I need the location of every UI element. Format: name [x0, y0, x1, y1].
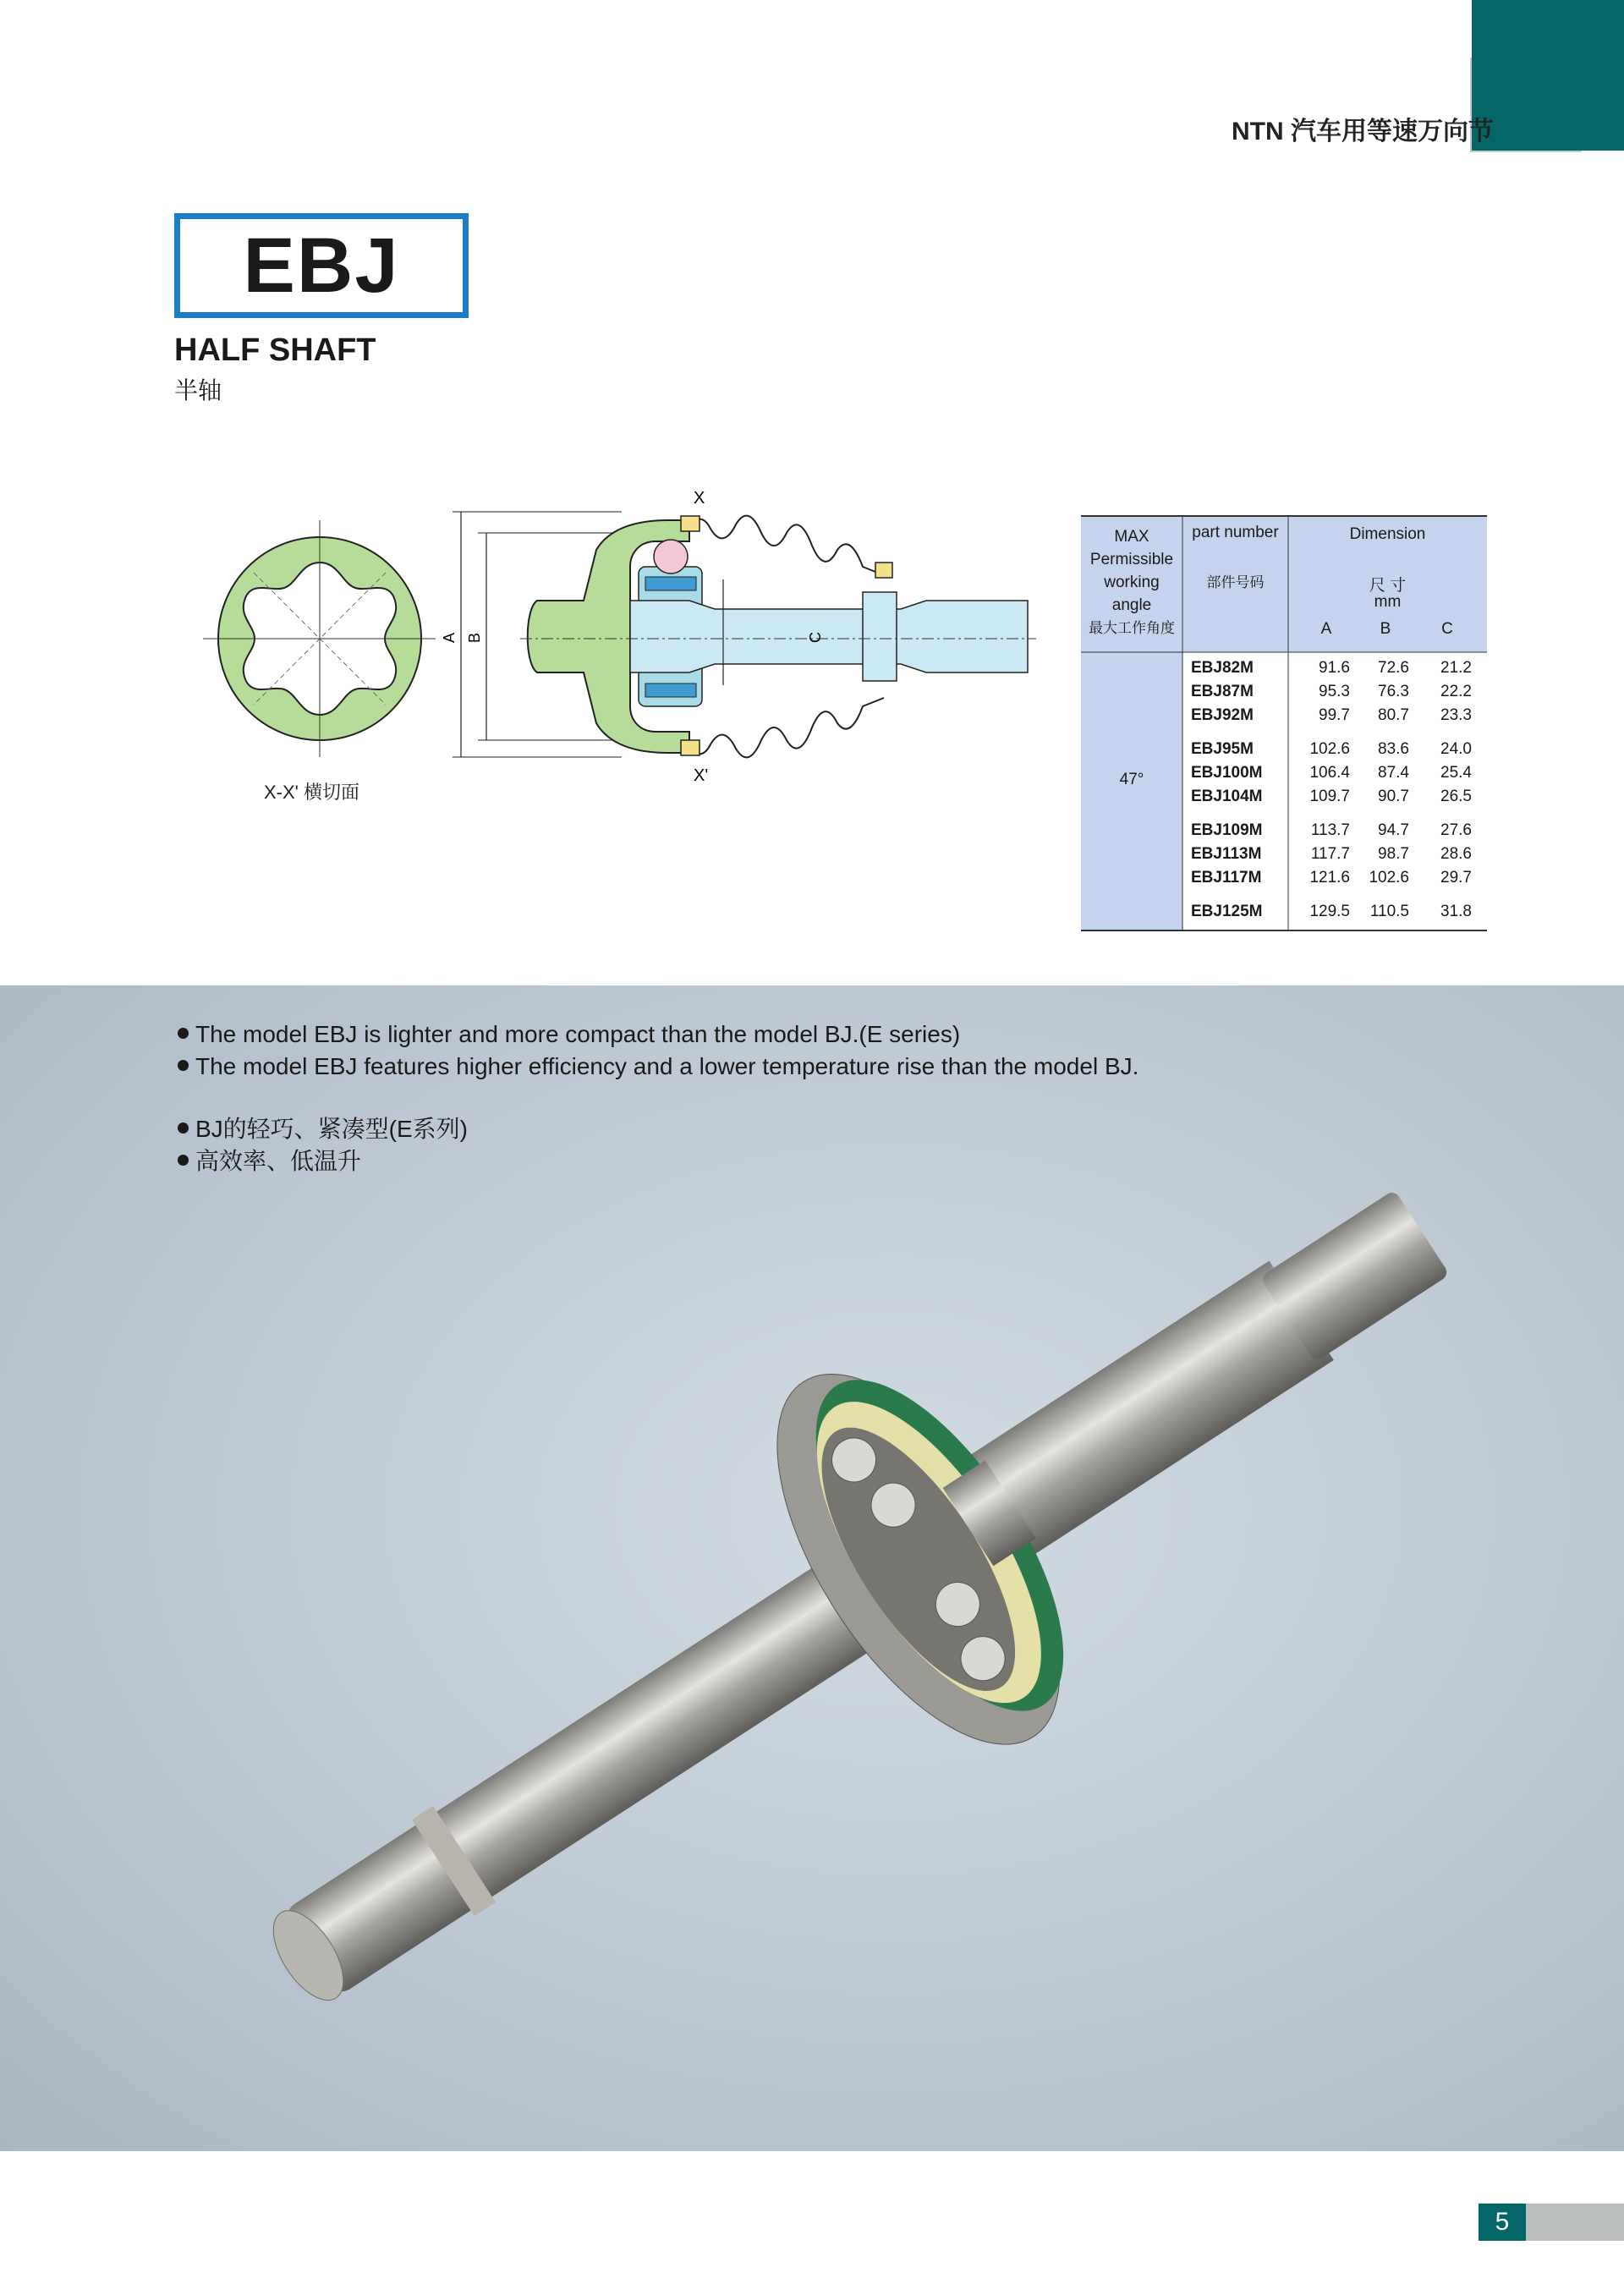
part-number-cell: EBJ117M [1191, 869, 1262, 886]
dim-c-cell: 22.2 [1440, 683, 1472, 700]
part-number-cell: EBJ109M [1191, 821, 1263, 839]
feature-text: BJ的轻巧、紧凑型(E系列) [195, 1116, 469, 1142]
dim-b-cell: 98.7 [1378, 845, 1409, 863]
part-number-cell: EBJ100M [1191, 764, 1263, 782]
dim-c-cell: 26.5 [1440, 788, 1472, 805]
part-number-cell: EBJ95M [1191, 740, 1254, 758]
bullet-icon [178, 1155, 189, 1166]
dim-c-cell: 25.4 [1440, 764, 1472, 782]
feature-item [178, 1021, 960, 1048]
dim-a-cell: 113.7 [1310, 821, 1350, 839]
part-number-header: part number [1192, 524, 1279, 541]
dim-b-cell: 80.7 [1378, 706, 1409, 724]
part-number-cell: EBJ113M [1191, 845, 1262, 863]
angle-header-line: Permissible [1089, 551, 1174, 568]
section-marker-x: X [694, 489, 705, 508]
dim-b-cell: 76.3 [1378, 683, 1409, 700]
dim-a-label: A [441, 632, 458, 643]
cross-section-label: X-X' 横切面 [264, 782, 359, 803]
dim-a-cell: 102.6 [1309, 740, 1350, 758]
dim-c-cell: 31.8 [1440, 903, 1472, 920]
dim-c-cell: 24.0 [1440, 740, 1472, 758]
product-photo-area [0, 985, 1624, 2151]
dim-b-cell: 72.6 [1378, 659, 1409, 677]
bullet-icon [178, 1123, 189, 1134]
dimension-header-cn: 尺 寸 [1369, 577, 1407, 595]
part-number-cell: EBJ87M [1191, 683, 1254, 700]
dim-a-cell: 117.7 [1310, 845, 1350, 863]
dim-b-cell: 87.4 [1378, 764, 1409, 782]
dim-c-cell: 29.7 [1440, 869, 1472, 886]
dim-c-cell: 28.6 [1440, 845, 1472, 863]
header-title: NTN 汽车用等速万向节 [1232, 118, 1494, 145]
col-a-header: A [1320, 620, 1332, 638]
dim-c-label: C [807, 632, 824, 643]
feature-item [178, 1053, 1138, 1080]
model-title-box [174, 213, 469, 318]
subtitle-cn: 半轴 [174, 377, 222, 403]
unit-label: mm [1374, 593, 1402, 611]
dim-c-cell: 21.2 [1440, 659, 1472, 677]
dim-b-cell: 83.6 [1378, 740, 1409, 758]
header-teal-block [1472, 0, 1624, 151]
dim-a-cell: 95.3 [1319, 683, 1350, 700]
dim-c-cell: 27.6 [1440, 821, 1472, 839]
angle-header [1081, 525, 1182, 639]
dim-b-cell: 110.5 [1369, 903, 1409, 920]
dim-b-cell: 90.7 [1378, 788, 1409, 805]
dim-a-cell: 121.6 [1309, 869, 1350, 886]
feature-item [178, 1143, 361, 1177]
col-c-header: C [1441, 620, 1453, 638]
part-number-cell: EBJ125M [1191, 903, 1263, 920]
part-number-cell: EBJ104M [1191, 788, 1263, 805]
dimension-header: Dimension [1349, 525, 1426, 543]
dim-c-cell: 23.3 [1440, 706, 1472, 724]
subtitle: HALF SHAFT [174, 332, 376, 368]
part-number-header-cn: 部件号码 [1206, 574, 1265, 590]
joint-cross-section-drawing [182, 482, 1053, 804]
dim-a-cell: 91.6 [1319, 659, 1350, 677]
dim-b-cell: 94.7 [1378, 821, 1409, 839]
dim-b-cell: 102.6 [1369, 869, 1409, 886]
dim-a-cell: 106.4 [1309, 764, 1350, 782]
col-b-header: B [1380, 620, 1391, 638]
bullet-icon [178, 1060, 189, 1071]
model-title: EBJ [243, 222, 400, 309]
dim-a-cell: 99.7 [1319, 706, 1350, 724]
part-number-cell: EBJ92M [1191, 706, 1254, 724]
angle-value: 47° [1119, 771, 1144, 788]
angle-header-line: 最大工作角度 [1089, 620, 1175, 636]
feature-text: The model EBJ is lighter and more compact than the model BJ.(E series) [195, 1021, 961, 1047]
page-number: 5 [1479, 2204, 1526, 2241]
dim-a-cell: 109.7 [1309, 788, 1350, 805]
feature-item [178, 1111, 468, 1144]
cross-section-view [203, 520, 436, 757]
spec-table [1081, 515, 1487, 931]
part-number-cell: EBJ82M [1191, 659, 1254, 677]
dim-a-cell: 129.5 [1309, 903, 1350, 920]
bullet-icon [178, 1028, 189, 1039]
angle-header-line: working [1104, 574, 1160, 591]
angle-header-line: angle [1111, 596, 1152, 614]
dim-b-label: B [466, 632, 483, 643]
section-marker-x-prime: X' [694, 766, 709, 785]
angle-header-line: MAX [1114, 528, 1149, 546]
feature-text: The model EBJ features higher efficiency and a lower temperature rise than the model BJ. [195, 1053, 1139, 1079]
feature-text: 高效率、低温升 [195, 1148, 362, 1174]
